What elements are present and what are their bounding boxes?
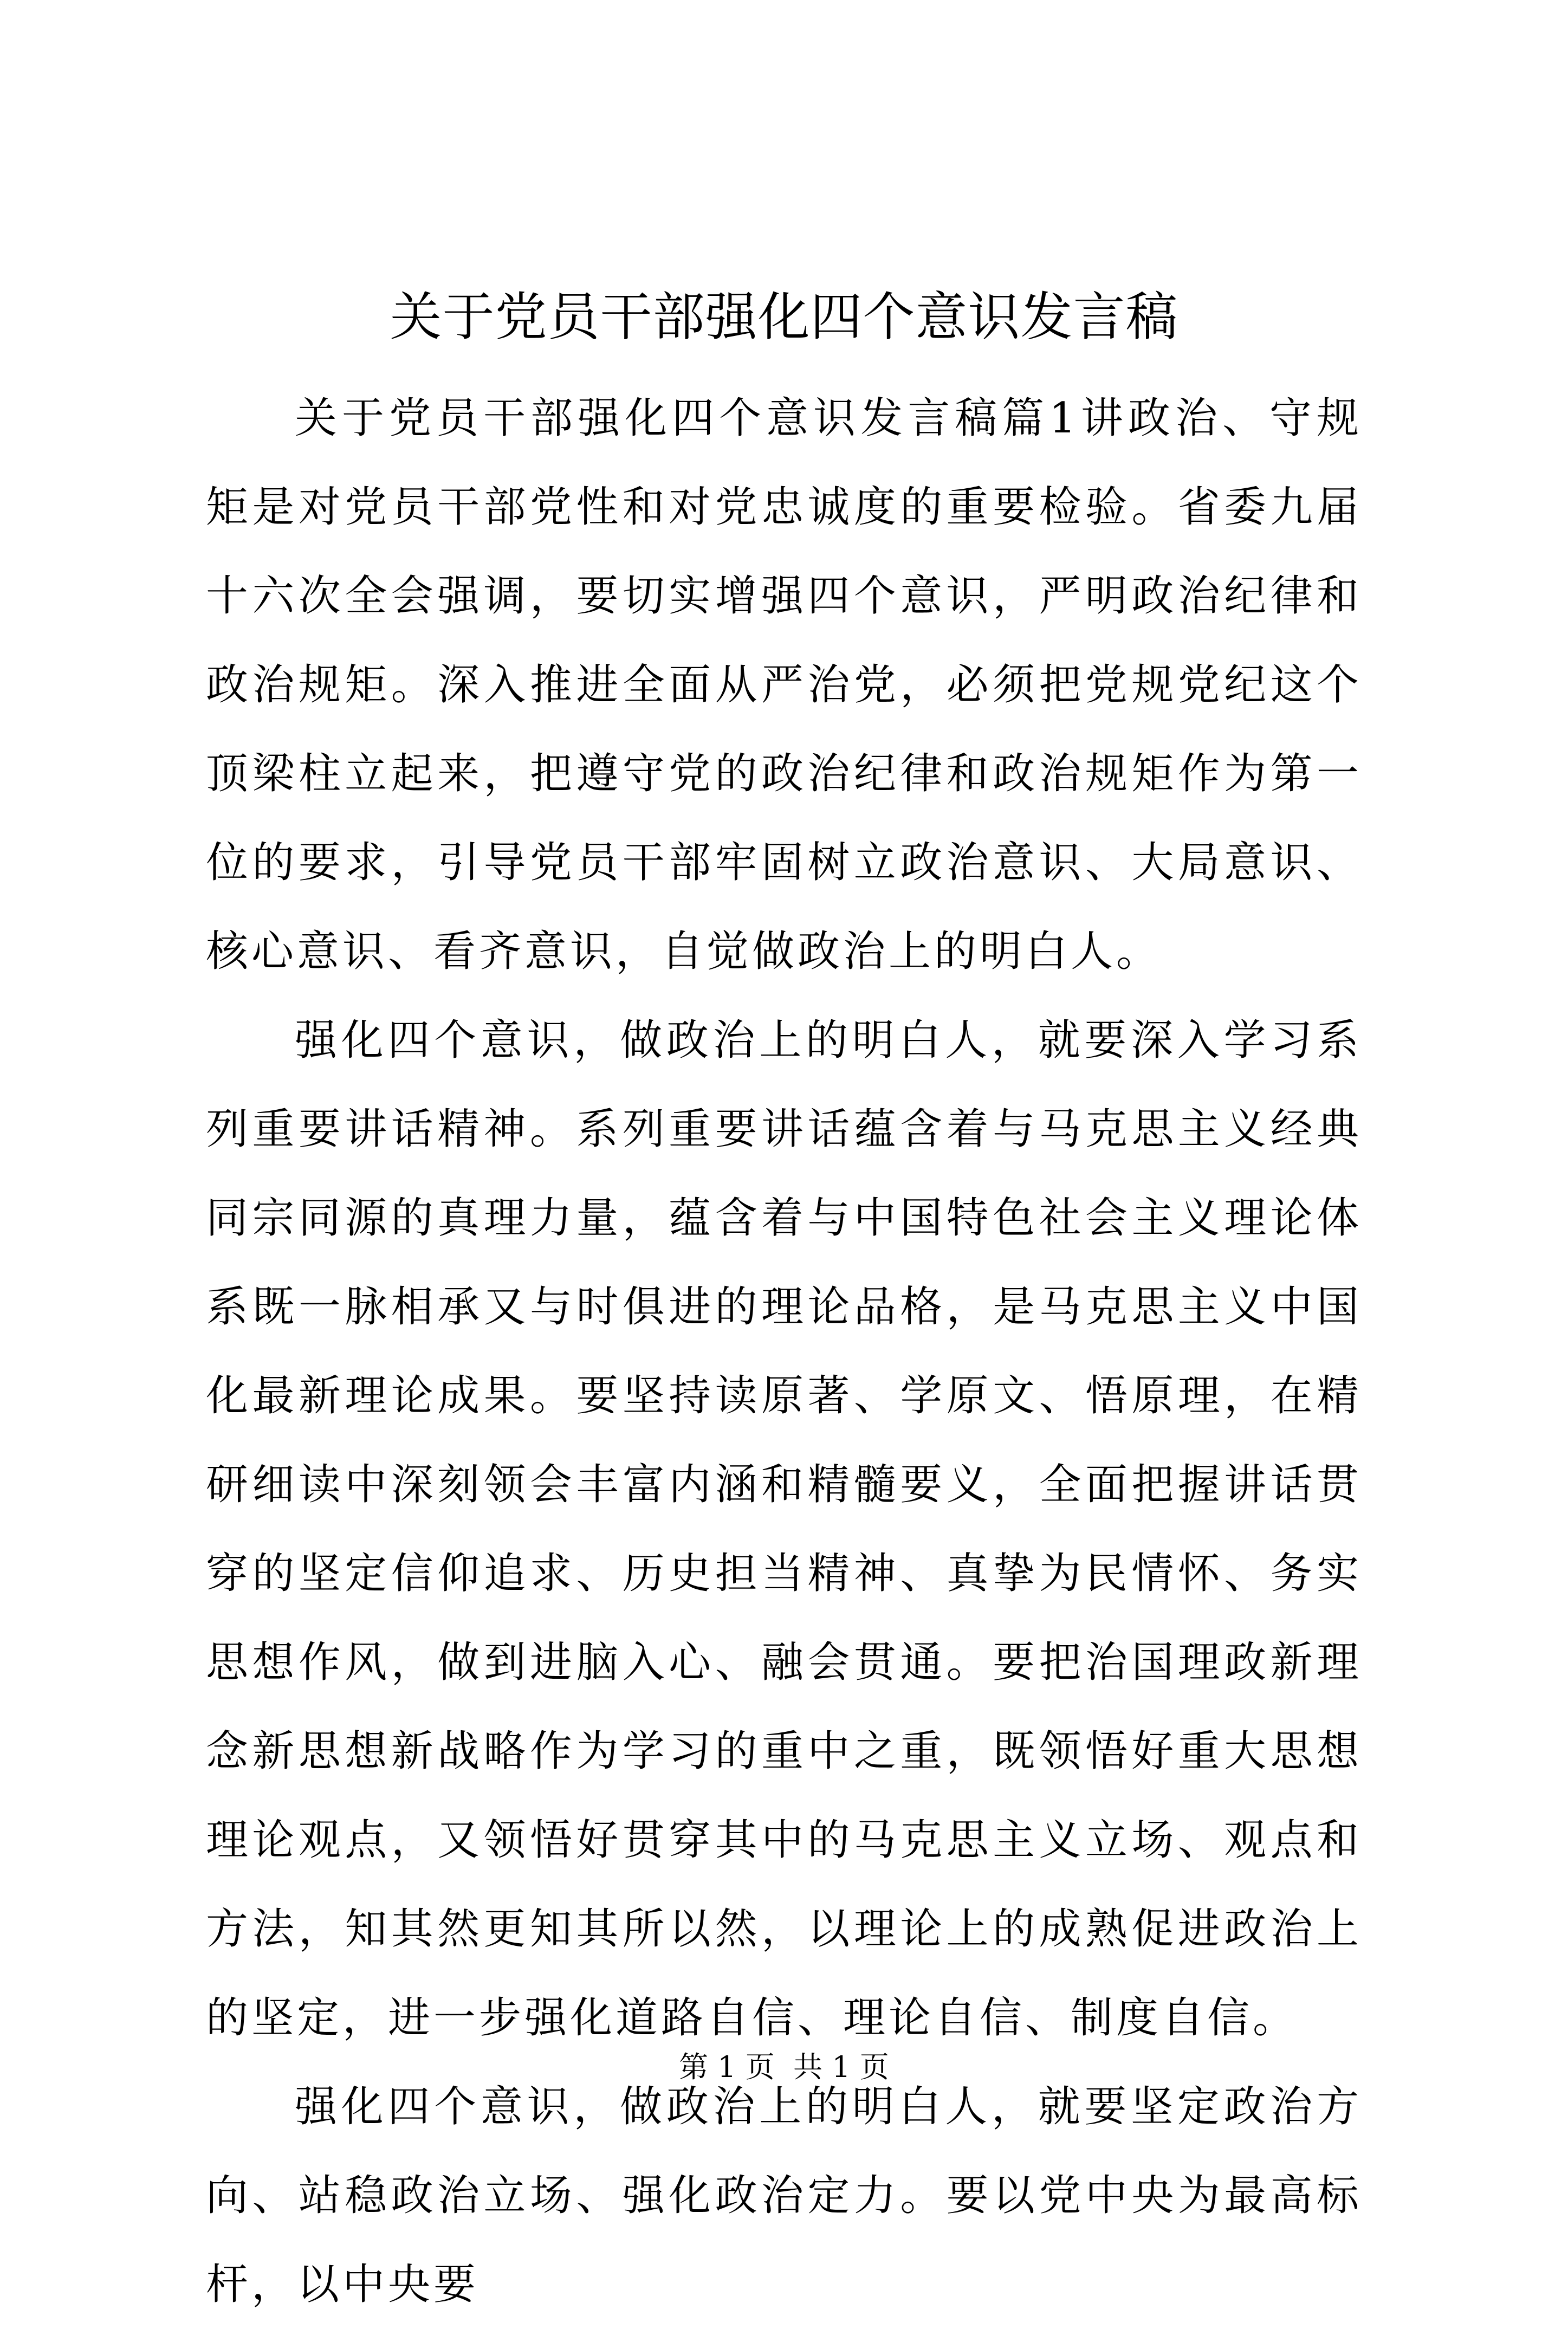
- document-title: 关于党员干部强化四个意识发言稿: [390, 287, 1178, 347]
- document-body: [206, 374, 1362, 2329]
- page-footer: [0, 2048, 1568, 2086]
- paragraph-1: 关于党员干部强化四个意识发言稿篇1讲政治、守规矩是对党员干部党性和对党忠诚度的重要检验。省委九届十六次全会强调，要切实增强四个意识，严明政治纪律和政治规矩。深入推进全面从严治党，必须把党规党纪这个顶梁柱立起来，把遵守党的政治纪律和政治规矩作为第一位的要求，引导党员干部牢固树立政治意识、大局意识、核心意识、看齐意识，自觉做政治上的明白人。: [206, 394, 1362, 976]
- page-number-label: 第 1 页 共 1 页: [679, 2050, 889, 2084]
- paragraph-3: 强化四个意识，做政治上的明白人，就要坚定政治方向、站稳政治立场、强化政治定力。要以党中央为最高标杆，以中央要: [206, 2082, 1362, 2309]
- paragraph-2: 强化四个意识，做政治上的明白人，就要深入学习系列重要讲话精神。系列重要讲话蕴含着与马克思主义经典同宗同源的真理力量，蕴含着与中国特色社会主义理论体系既一脉相承又与时俱进的理论品格，是马克思主义中国化最新理论成果。要坚持读原著、学原文、悟原理，在精研细读中深刻领会丰富内涵和精髓要义，全面把握讲话贯穿的坚定信仰追求、历史担当精神、真挚为民情怀、务实思想作风，做到进脑入心、融会贯通。要把治国理政新理念新思想新战略作为学习的重中之重，既领悟好重大思想理论观点，又领悟好贯穿其中的马克思主义立场、观点和方法，知其然更知其所以然，以理论上的成熟促进政治上的坚定，进一步强化道路自信、理论自信、制度自信。: [206, 1016, 1362, 2042]
